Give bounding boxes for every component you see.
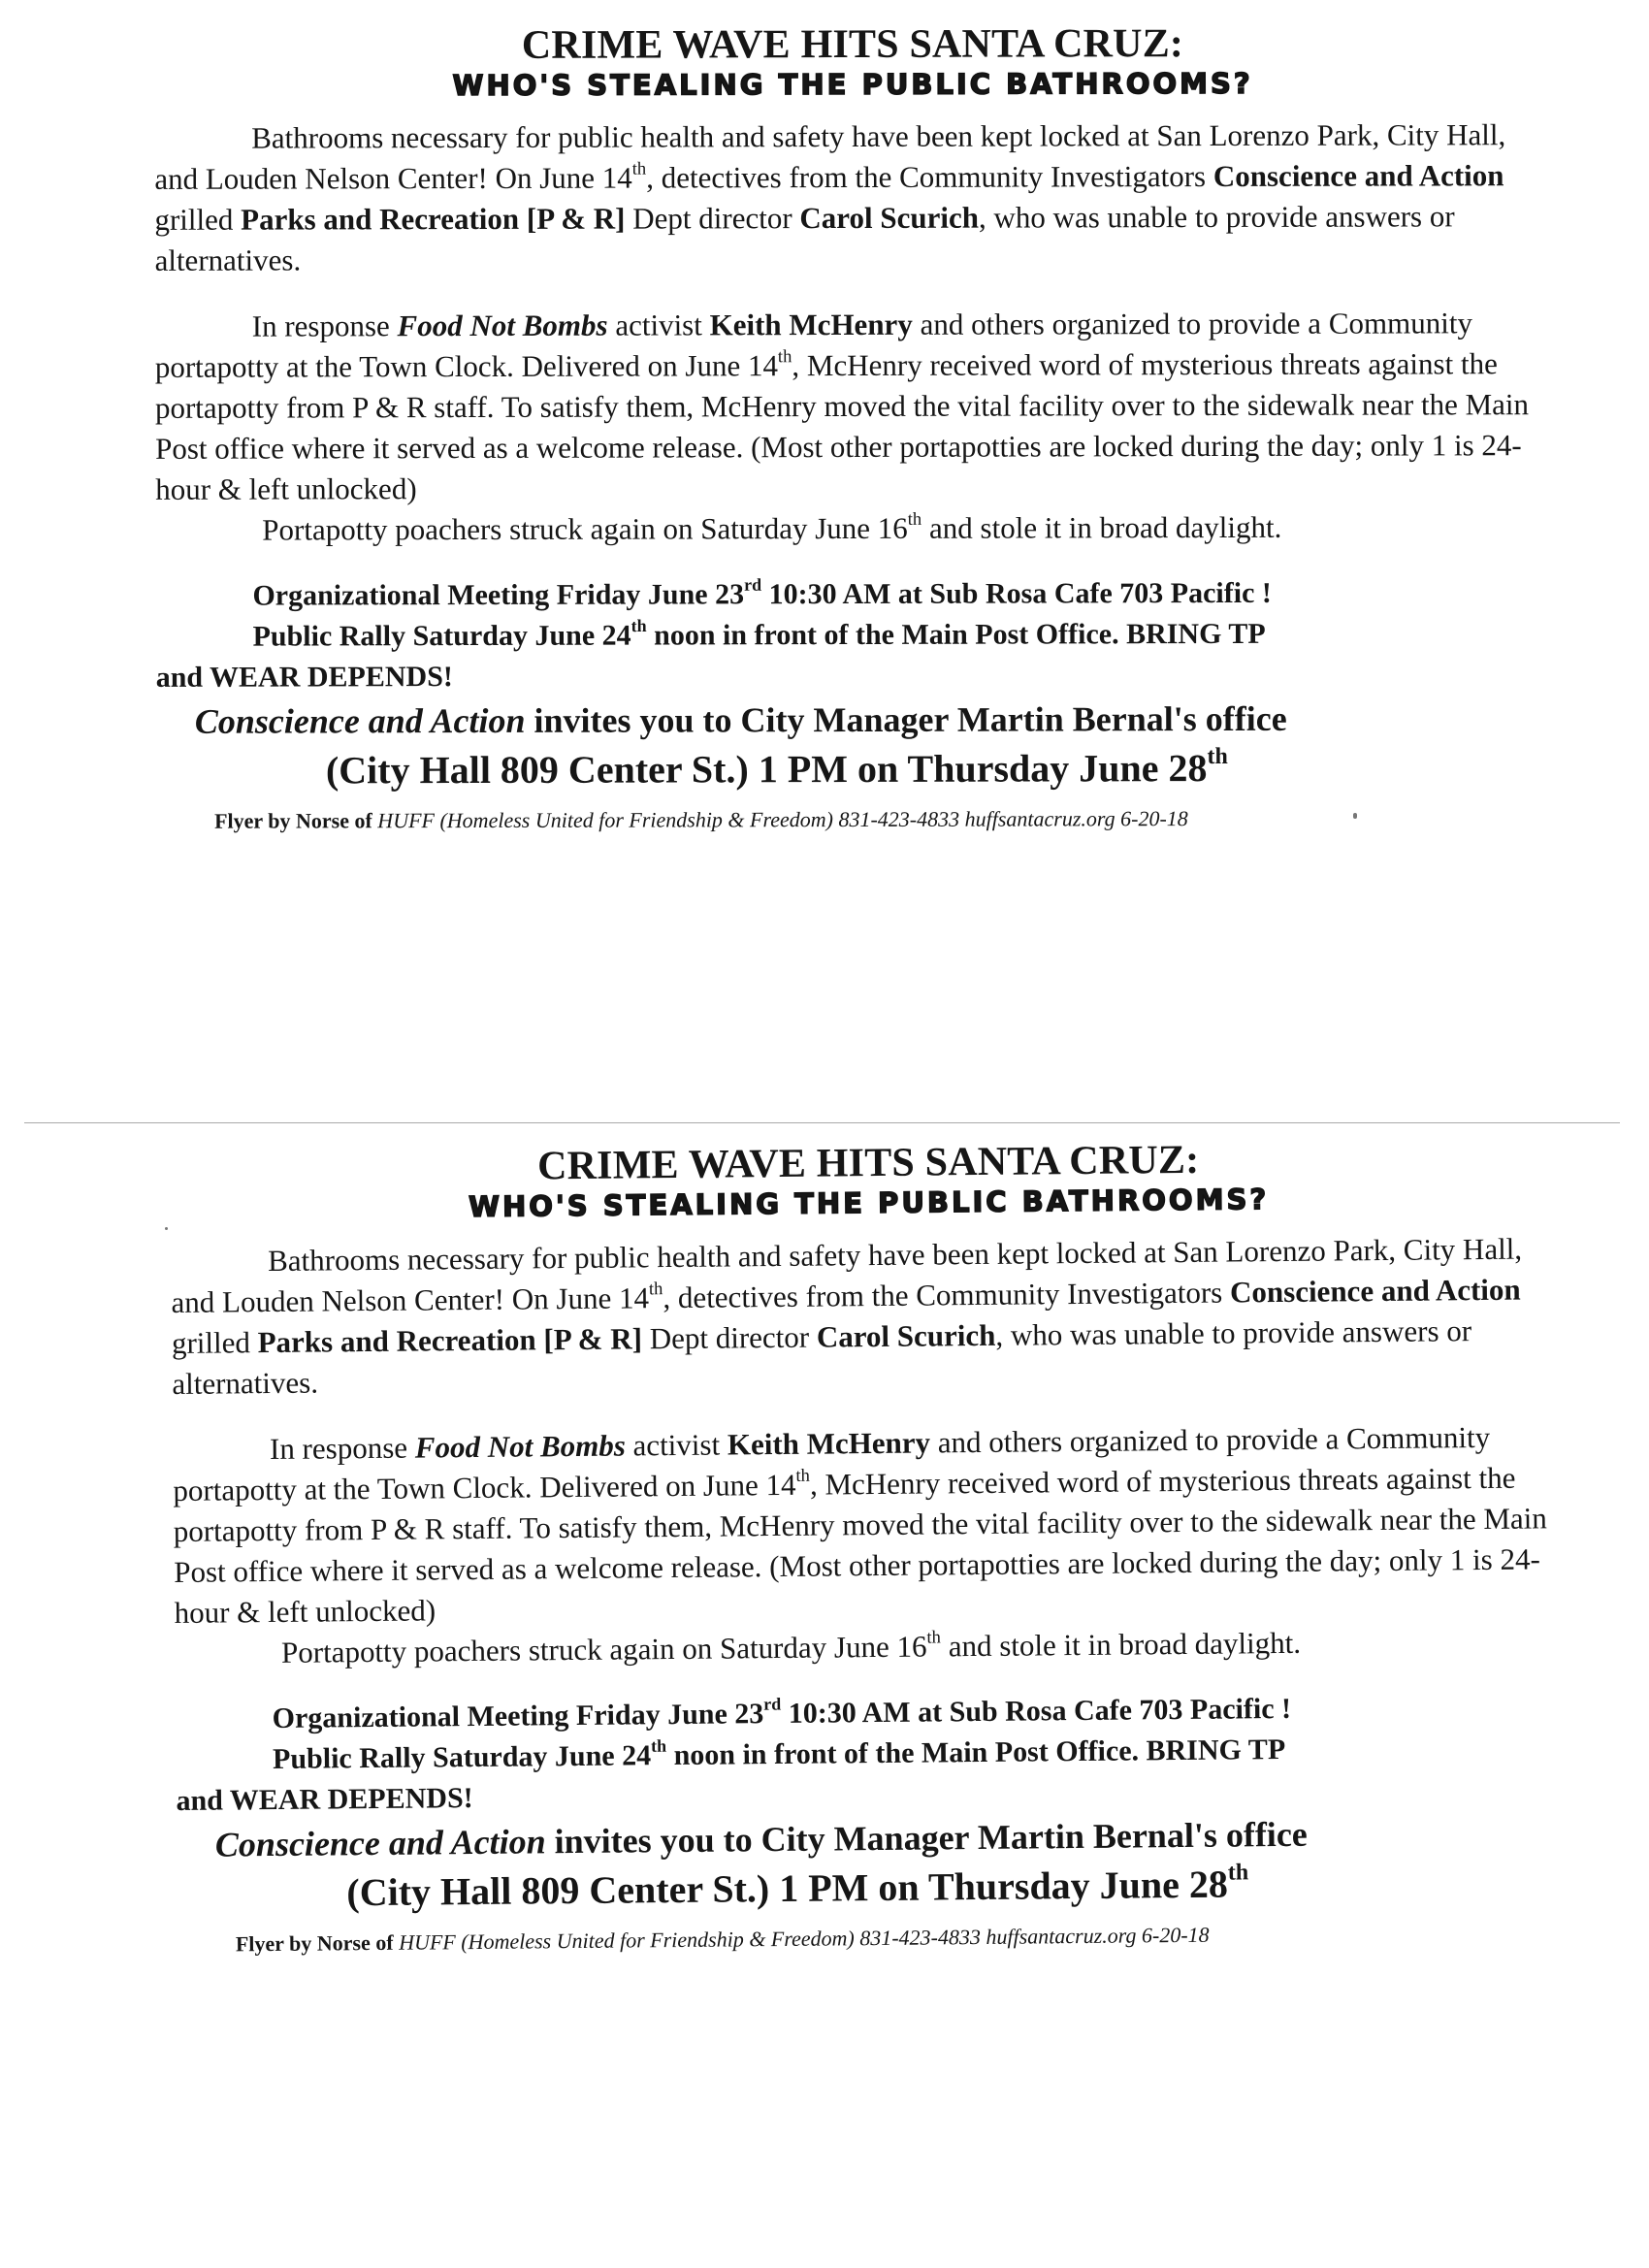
paragraph-poachers: Portapotty poachers struck again on Saturday June 16th and stole it in broad daylight. xyxy=(280,1625,1302,1669)
meeting-details: Organizational Meeting Friday June 23rd 10:30 AM at Sub Rosa Cafe 703 Pacific ! Public Rally Saturday June 24th noon in front of the Main Post Office. BRING TP and WEAR DEPENDS! xyxy=(155,574,1272,694)
flyer-title: CRIME WAVE HITS SANTA CRUZ: xyxy=(521,21,1184,68)
invite-line: Conscience and Action invites you to City Manager Martin Bernal's office xyxy=(214,1814,1308,1864)
flyer-subtitle: WHO'S STEALING THE PUBLIC BATHROOMS? xyxy=(468,1183,1270,1224)
meeting-details: Organizational Meeting Friday June 23rd 10:30 AM at Sub Rosa Cafe 703 Pacific ! Public Rally Saturday June 24th noon in front of the Main Post Office. BRING TP and WEAR DEPENDS! xyxy=(176,1692,1292,1817)
flyer-credit: Flyer by Norse of HUFF (Homeless United for Friendship & Freedom) 831-423-4833 huffsantacruz.org 6-20-18 xyxy=(235,1922,1210,1957)
flyer-title: CRIME WAVE HITS SANTA CRUZ: xyxy=(536,1137,1200,1189)
paragraph-bathrooms: Bathrooms necessary for public health and safety have been kept locked at San Lorenzo Park, City Hall, and Louden Nelson Center! On June 14th, detectives from the Community Investigators Conscience and Action grilled Parks and Recreation [P & R] Dept director Carol Scurich, who was unable to provide answers or alternatives. xyxy=(171,1231,1523,1401)
event-time-location: (City Hall 809 Center St.) 1 PM on Thursday June 28th xyxy=(346,1860,1249,1915)
event-time-location: (City Hall 809 Center St.) 1 PM on Thursday June 28th xyxy=(325,743,1228,793)
paragraph-portapotty: In response Food Not Bombs activist Keith McHenry and others organized to provide a Community portapotty at the Town Clock. Delivered on June 14th, McHenry received word of mysterious threats against the portapotty from P & R staff. To satisfy them, McHenry moved the vital facility over to the sidewalk near the Main Post office where it served as a welcome release. (Most other portapotties are locked during the day; only 1 is 24-hour & left unlocked) xyxy=(154,306,1530,506)
flyer-top xyxy=(154,17,1534,838)
paragraph-bathrooms: Bathrooms necessary for public health and safety have been kept locked at San Lorenzo Park, City Hall, and Louden Nelson Center! On June 14th, detectives from the Community Investigators Conscience and Action grilled Parks and Recreation [P & R] Dept director Carol Scurich, who was unable to provide answers or alternatives. xyxy=(154,117,1506,277)
flyer-credit: Flyer by Norse of HUFF (Homeless United for Friendship & Freedom) 831-423-4833 huffsantacruz.org 6-20-18 xyxy=(214,806,1188,833)
scan-speck xyxy=(1353,813,1357,819)
invite-line: Conscience and Action invites you to City Manager Martin Bernal's office xyxy=(194,698,1287,741)
paragraph-poachers: Portapotty poachers struck again on Saturday June 16th and stole it in broad daylight. xyxy=(262,508,1282,547)
page-divider xyxy=(24,1122,1620,1123)
flyer-subtitle: WHO'S STEALING THE PUBLIC BATHROOMS? xyxy=(452,66,1253,103)
scan-speck xyxy=(165,1227,168,1230)
paragraph-portapotty: In response Food Not Bombs activist Keith McHenry and others organized to provide a Community portapotty at the Town Clock. Delivered on June 14th, McHenry received word of mysterious threats against the portapotty from P & R staff. To satisfy them, McHenry moved the vital facility over to the sidewalk near the Main Post office where it served as a welcome release. (Most other portapotties are locked during the day; only 1 is 24-hour & left unlocked) xyxy=(173,1419,1547,1630)
flyer-bottom xyxy=(170,1131,1555,1961)
